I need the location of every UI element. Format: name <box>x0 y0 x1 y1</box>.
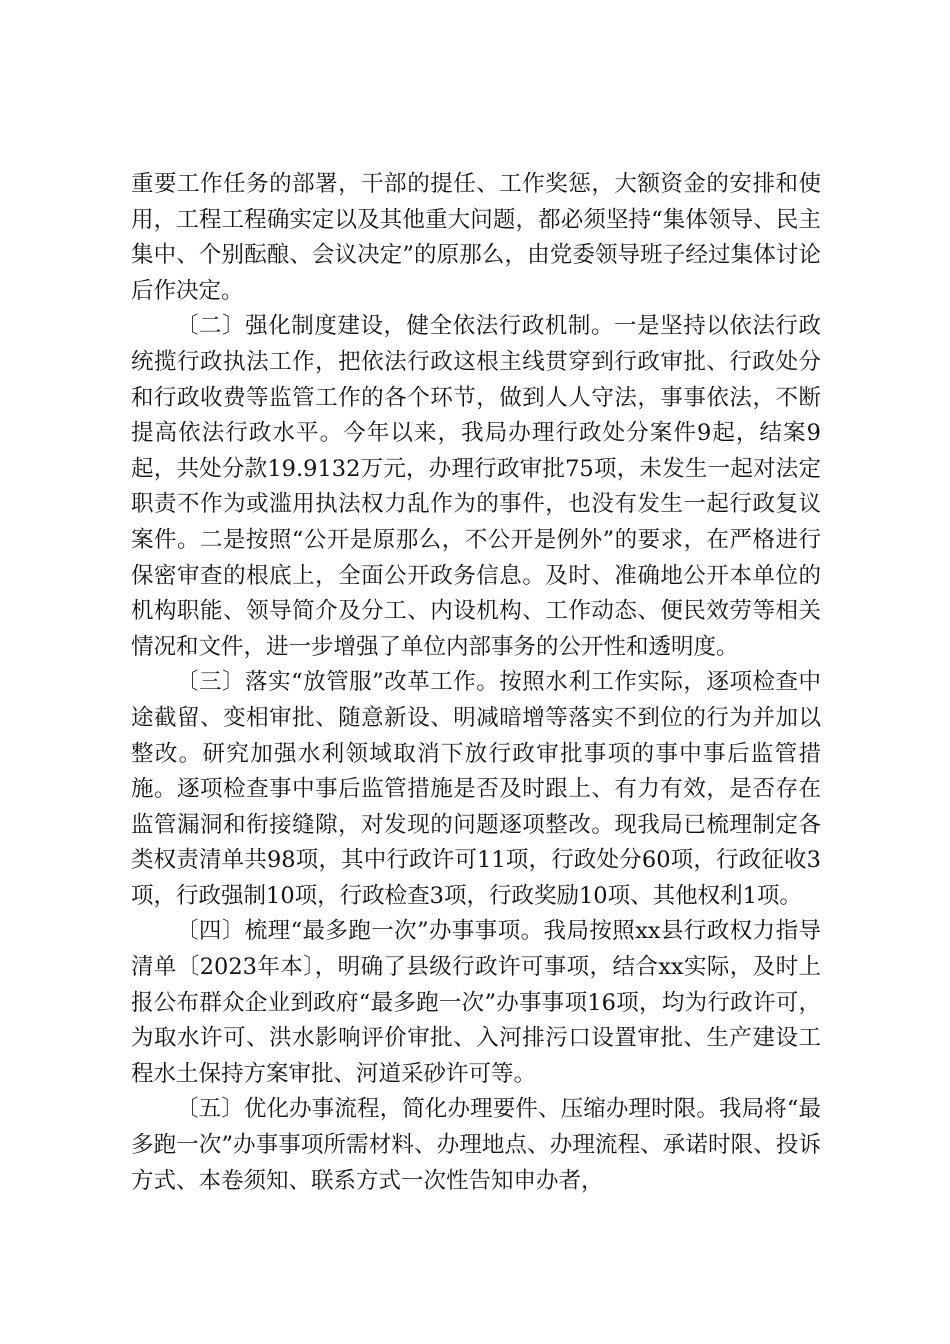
paragraph-4-one-visit: 〔四〕梳理“最多跑一次”办事事项。我局按照xx县行政权力指导清单〔2023年本〕，明确了县级行政许可事项，结合xx实际，及时上报公布群众企业到政府“最多跑一次”办事事项16项，均为行政许可，为取水许可、洪水影响评价审批、入河排污口设置审批、生产建设工程水土保持方案审批、河道采砂许可等。 <box>131 918 821 1087</box>
paragraph-2-system-building: 〔二〕强化制度建设，健全依法行政机制。一是坚持以依法行政统揽行政执法工作，把依法行政这根主线贯穿到行政审批、行政处分和行政收费等监管工作的各个环节，做到人人守法，事事依法，不断提高依法行政水平。今年以来，我局办理行政处分案件9起，结案9起，共处分款19.9132万元，办理行政审批75项，未发生一起对法定职责不作为或滥用执法权力乱作为的事件，也没有发生一起行政复议案件。二是按照“公开是原那么，不公开是例外”的要求，在严格进行保密审查的根底上，全面公开政务信息。及时、准确地公开本单位的机构职能、领导简介及分工、内设机构、工作动态、便民效劳等相关情况和文件，进一步增强了单位内部事务的公开性和透明度。 <box>131 313 821 660</box>
paragraph-3-reform: 〔三〕落实“放管服”改革工作。按照水利工作实际，逐项检查中途截留、变相审批、随意新设、明减暗增等落实不到位的行为并加以整改。研究加强水利领域取消下放行政审批事项的事中事后监管措施。逐项检查事中事后监管措施是否及时跟上、有力有效，是否存在监管漏洞和衔接缝隙，对发现的问题逐项整改。现我局已梳理制定各类权责清单共98项，其中行政许可11项，行政处分60项，行政征收3项，行政强制10项，行政检查3项，行政奖励10项、其他权利1项。 <box>131 669 821 909</box>
paragraph-5-process: 〔五〕优化办事流程，简化办理要件、压缩办理时限。我局将“最多跑一次”办事事项所需材料、办理地点、办理流程、承诺时限、投诉方式、本卷须知、联系方式一次性告知申办者， <box>131 1096 821 1194</box>
paragraph-1-continued: 重要工作任务的部署，干部的提任、工作奖惩，大额资金的安排和使用，工程工程确实定以及其他重大问题，都必须坚持“集体领导、民主集中、个别酝酿、会议决定”的原那么，由党委领导班子经过集体讨论后作决定。 <box>131 171 821 304</box>
document-body <box>131 167 821 1199</box>
